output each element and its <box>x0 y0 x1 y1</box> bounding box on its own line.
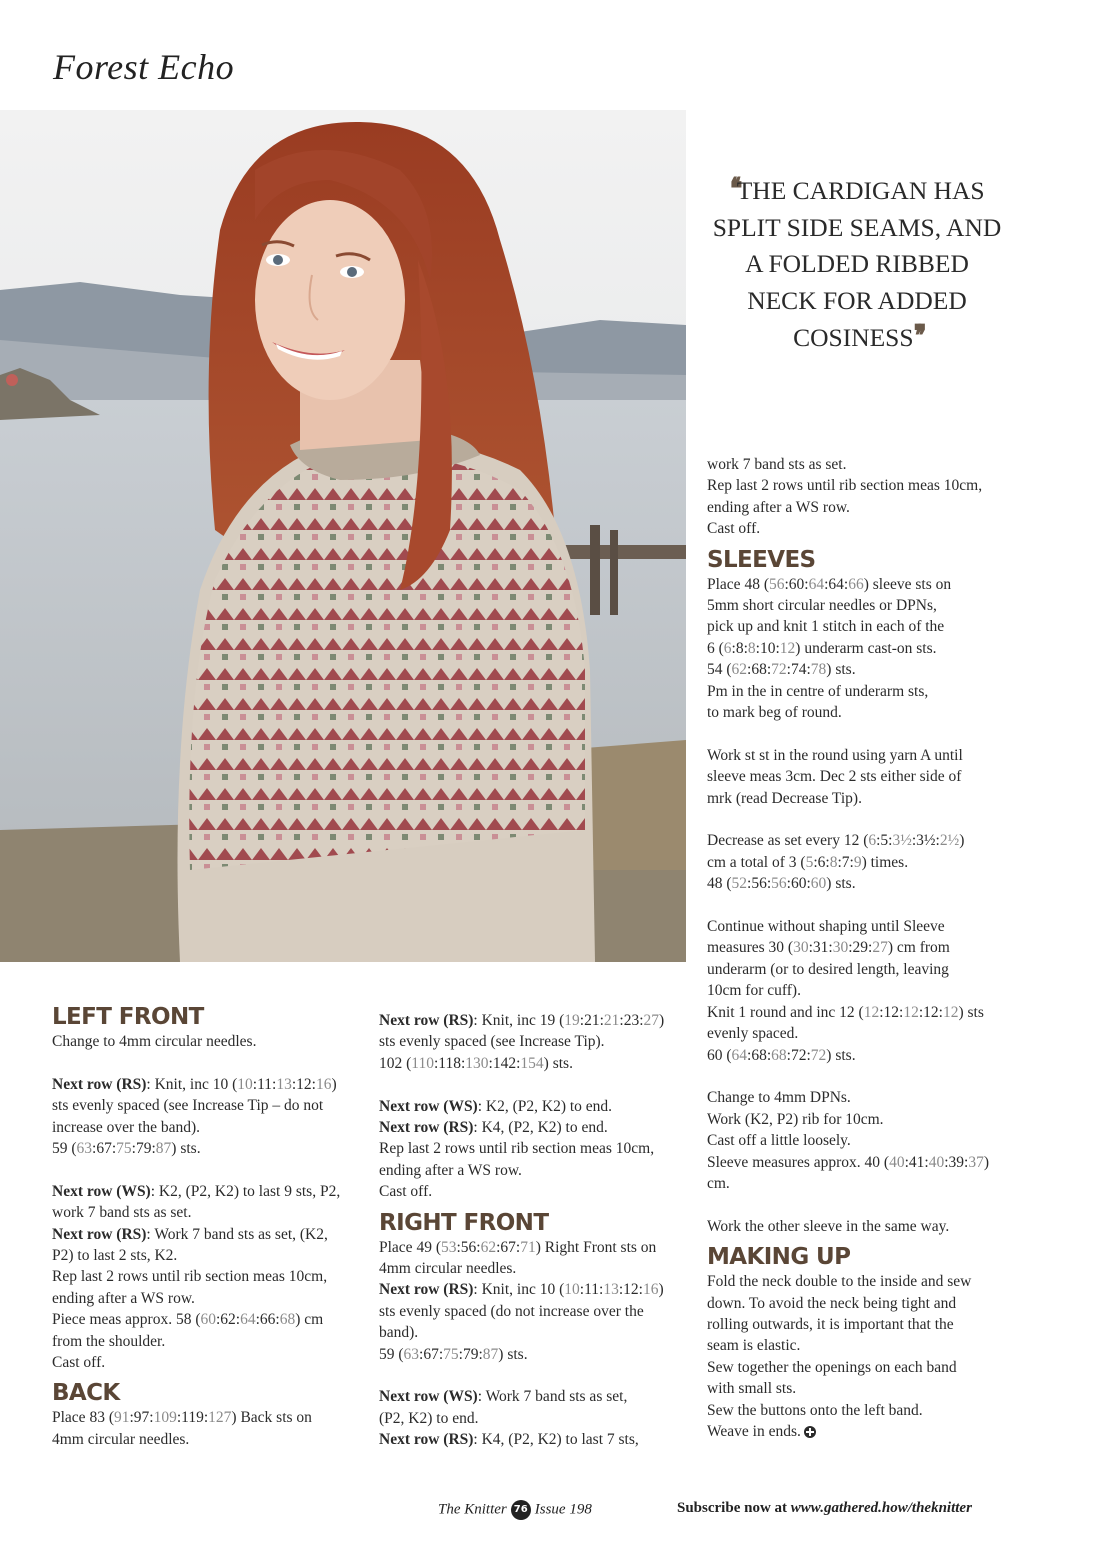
lf-line: from the shoulder. <box>52 1332 166 1350</box>
back-line: 4mm circular needles. <box>52 1430 190 1448</box>
sleeve-line: Decrease as set every 12 (6:5:3½:3½:2½) <box>707 832 965 850</box>
back-line: sts evenly spaced (see Increase Tip). <box>379 1033 605 1051</box>
sleeve-line: cm. <box>707 1174 730 1192</box>
right-column <box>707 454 1027 1442</box>
middle-column <box>379 1010 689 1451</box>
making-up-line: down. To avoid the neck being tight and <box>707 1294 957 1312</box>
making-up-line: rolling outwards, it is important that the <box>707 1315 954 1333</box>
making-up-line: Sew together the openings on each band <box>707 1358 957 1376</box>
end-mark-icon <box>804 1426 816 1438</box>
sleeve-line: Work (K2, P2) rib for 10cm. <box>707 1110 884 1128</box>
sleeve-line: 6 (6:8:8:10:12) underarm cast-on sts. <box>707 639 937 657</box>
magazine-name: The Knitter <box>438 1501 507 1518</box>
sleeve-line: 54 (62:68:72:74:78) sts. <box>707 661 856 679</box>
subscribe-text: Subscribe now at <box>677 1500 788 1516</box>
lf-line: 59 (63:67:75:79:87) sts. <box>52 1140 201 1158</box>
back-line: Place 83 (91:97:109:119:127) Back sts on <box>52 1409 312 1427</box>
open-quote-icon: ❛❛ <box>729 172 737 207</box>
back-heading: BACK <box>52 1380 120 1407</box>
back-line: Next row (RS): K4, (P2, K2) to end. <box>379 1119 608 1137</box>
back-line: Rep last 2 rows until rib section meas 10cm, <box>379 1140 655 1158</box>
footer-right <box>677 1500 972 1517</box>
lf-line: Change to 4mm circular needles. <box>52 1033 257 1050</box>
sleeve-line: 10cm for cuff). <box>707 982 801 1000</box>
sleeve-line: Change to 4mm DPNs. <box>707 1089 851 1107</box>
footer-left <box>438 1500 592 1520</box>
rf-line: band). <box>379 1324 419 1342</box>
lf-line: work 7 band sts as set. <box>52 1204 192 1222</box>
page-title: Forest Echo <box>53 47 235 87</box>
sleeve-line: to mark beg of round. <box>707 704 842 722</box>
sleeve-line: Sleeve measures approx. 40 (40:41:40:39:37) <box>707 1153 989 1171</box>
rf-line: Place 49 (53:56:62:67:71) Right Front sts on <box>379 1238 657 1256</box>
issue-number: Issue 198 <box>534 1501 592 1518</box>
rf-line: ending after a WS row. <box>707 498 850 516</box>
sleeve-line: Place 48 (56:60:64:64:66) sleeve sts on <box>707 575 952 593</box>
lf-line: P2) to last 2 sts, K2. <box>52 1247 178 1265</box>
back-line: Next row (WS): K2, (P2, K2) to end. <box>379 1097 613 1115</box>
back-line: ending after a WS row. <box>379 1161 522 1179</box>
sleeve-line: Work the other sleeve in the same way. <box>707 1217 950 1235</box>
right-front-heading: RIGHT FRONT <box>379 1209 549 1236</box>
rf-line: 4mm circular needles. <box>379 1260 517 1278</box>
left-column <box>52 1003 362 1450</box>
close-quote-icon: ❜❜ <box>913 319 921 354</box>
sleeve-line: underarm (or to desired length, leaving <box>707 960 949 978</box>
sleeve-line: 5mm short circular needles or DPNs, <box>707 597 937 615</box>
lf-line: Cast off. <box>52 1354 106 1372</box>
rf-line: Next row (WS): Work 7 band sts as set, <box>379 1388 628 1406</box>
subscribe-link[interactable]: www.gathered.how/theknitter <box>790 1500 972 1516</box>
lf-line: Piece meas approx. 58 (60:62:64:66:68) cm <box>52 1311 324 1329</box>
lf-line: Next row (RS): Work 7 band sts as set, (K2, <box>52 1225 328 1243</box>
sleeve-line: measures 30 (30:31:30:29:27) cm from <box>707 939 950 957</box>
rf-line: (P2, K2) to end. <box>379 1409 479 1427</box>
lf-line: Rep last 2 rows until rib section meas 10cm, <box>52 1268 328 1286</box>
back-line: Next row (RS): Knit, inc 19 (19:21:21:23:27) <box>379 1012 665 1029</box>
rf-line: Next row (RS): Knit, inc 10 (10:11:13:12:16) <box>379 1281 664 1299</box>
rf-line: Cast off. <box>707 520 761 538</box>
sleeve-line: Continue without shaping until Sleeve <box>707 918 945 936</box>
sleeve-line: pick up and knit 1 stitch in each of the <box>707 618 945 636</box>
making-up-line: Weave in ends. <box>707 1421 1027 1442</box>
sleeve-line: 48 (52:56:56:60:60) sts. <box>707 875 856 893</box>
sleeve-line: 60 (64:68:68:72:72) sts. <box>707 1046 856 1064</box>
rf-line: Next row (RS): K4, (P2, K2) to last 7 sts, <box>379 1431 639 1449</box>
pull-quote-text: THE CARDIGAN HAS SPLIT SIDE SEAMS, AND A FOLDED RIBBED NECK FOR ADDED COSINESS <box>712 176 1002 352</box>
back-line: Cast off. <box>379 1183 433 1201</box>
making-up-line: Sew the buttons onto the left band. <box>707 1401 923 1419</box>
lf-line: Next row (RS): Knit, inc 10 (10:11:13:12:16) <box>52 1075 337 1093</box>
making-up-line: with small sts. <box>707 1380 797 1398</box>
left-front-heading: LEFT FRONT <box>52 1004 204 1030</box>
sleeve-line: Pm in the in centre of underarm sts, <box>707 682 929 700</box>
making-up-line: Fold the neck double to the inside and sew <box>707 1273 972 1291</box>
sleeve-line: cm a total of 3 (5:6:8:7:9) times. <box>707 853 909 871</box>
lf-line: Next row (WS): K2, (P2, K2) to last 9 sts, P2, <box>52 1182 341 1200</box>
pull-quote <box>712 172 1002 357</box>
sleeve-line: sleeve meas 3cm. Dec 2 sts either side of <box>707 768 962 786</box>
sleeve-line: evenly spaced. <box>707 1025 799 1043</box>
making-up-heading: MAKING UP <box>707 1244 851 1271</box>
rf-line: 59 (63:67:75:79:87) sts. <box>379 1345 528 1363</box>
making-up-line: seam is elastic. <box>707 1337 801 1355</box>
model-photo <box>0 110 686 962</box>
lf-line: increase over the band). <box>52 1118 201 1136</box>
sleeve-line: Cast off a little loosely. <box>707 1132 851 1150</box>
back-line: 102 (110:118:130:142:154) sts. <box>379 1054 573 1072</box>
sleeve-line: Work st st in the round using yarn A until <box>707 746 963 764</box>
sleeves-heading: SLEEVES <box>707 546 816 573</box>
sleeve-line: Knit 1 round and inc 12 (12:12:12:12:12) sts <box>707 1003 984 1021</box>
sleeve-line: mrk (read Decrease Tip). <box>707 789 862 807</box>
rf-line: sts evenly spaced (do not increase over the <box>379 1302 644 1320</box>
lf-line: sts evenly spaced (see Increase Tip – do not <box>52 1097 324 1115</box>
page-number: 76 <box>511 1500 531 1520</box>
rf-line: work 7 band sts as set. <box>707 456 847 473</box>
lf-line: ending after a WS row. <box>52 1289 195 1307</box>
rf-line: Rep last 2 rows until rib section meas 10cm, <box>707 477 983 495</box>
